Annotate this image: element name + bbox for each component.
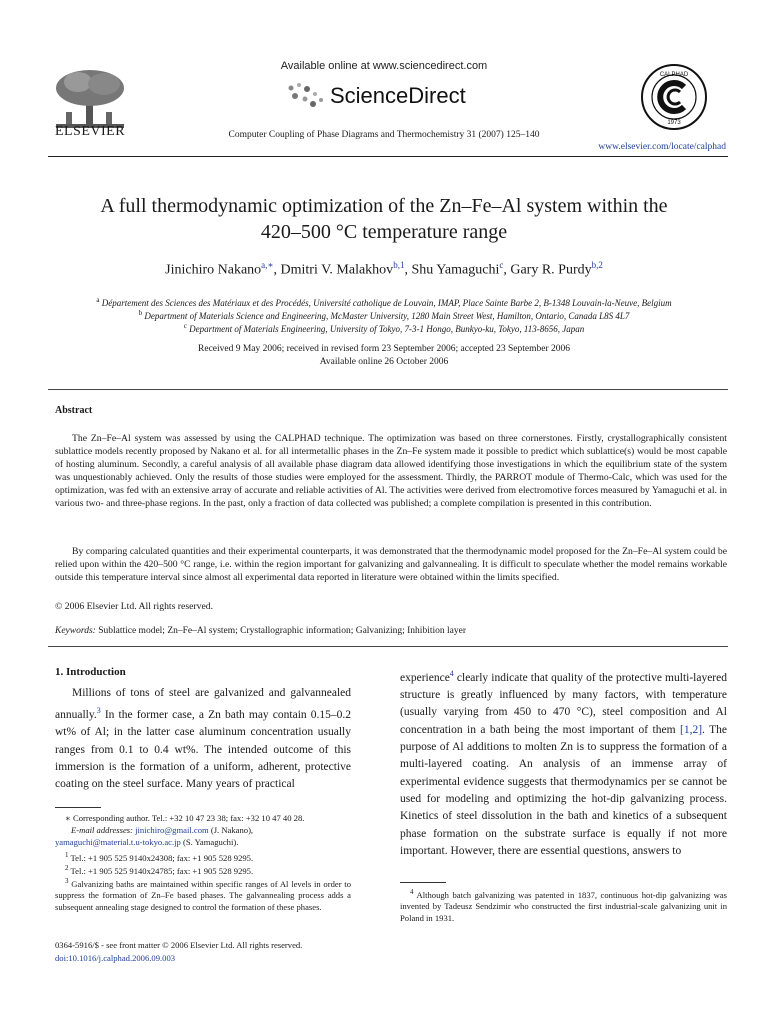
- citation-link[interactable]: [1,2]: [679, 723, 703, 736]
- abstract-paragraph-2: By comparing calculated quantities and their experimental counterparts, it was demonstrated that the thermodynamic model proposed for the Zn–Fe–Al system could be relied upon within the 420–500 °C range, i.e. within the region important for galvanizing and galvannealing. It is difficult to speculate whether the model remains workable outside this temperature interval since almost all experimental data reported in literature were obtained within the limits specified.: [55, 546, 727, 584]
- journal-citation: Computer Coupling of Phase Diagrams and Thermochemistry 31 (2007) 125–140: [228, 130, 540, 140]
- available-online-text: Available online at www.sciencedirect.com: [280, 60, 488, 72]
- author-name[interactable]: Gary R. Purdy: [510, 262, 592, 278]
- footnote-ref-3[interactable]: 3: [96, 706, 101, 716]
- journal-homepage-link[interactable]: www.elsevier.com/locate/calphad: [598, 142, 726, 152]
- sciencedirect-wordmark: ScienceDirect: [330, 83, 466, 108]
- keywords-list: Sublattice model; Zn–Fe–Al system; Crystallographic information; Galvanizing; Inhibition layer: [98, 626, 466, 636]
- abstract-heading: Abstract: [55, 405, 93, 416]
- abstract-bottom-divider: [48, 646, 728, 647]
- affiliation-a: $^a$ Département des Sciences des Matériaux et des Procédés, Université catholique de Louvain, IMAP, Place Sainte Barbe 2, B-1348 Louvain-la-Neuve, Belgium: [96, 296, 672, 308]
- abstract-top-divider: [48, 389, 728, 390]
- email-link[interactable]: yamaguchi@material.t.u-tokyo.ac.jp: [55, 837, 181, 847]
- footnote-divider: [55, 807, 101, 808]
- abstract-paragraph-1: The Zn–Fe–Al system was assessed by using the CALPHAD technique. The optimization was based on three cornerstones. Firstly, crystallographically consistent sublattice models recently proposed by Nakano et al. for all intermetallic phases in the Zn–Fe system made it possible to predict which sublattice(s) would be most capable of hosting aluminum. Secondly, a careful analysis of all available phase diagram data allowed identifying those investigations in which the equilibrium state of the system was unquestionably achieved. Only the results of those studies were employed for the assessment. Thirdly, the PARROT module of Thermo-Calc, which was used for the optimization, was fed with an extensive array of accurate and reliable activities of Al. The activities were derived from electromotive forces measured by Yamaguchi et al. in various two- and three-phase regions. In the past, only a fraction of data collected was published; a complete compilation is presented in this contribution.: [55, 433, 727, 510]
- author-affiliation-mark[interactable]: c: [499, 260, 504, 270]
- author-name[interactable]: Dmitri V. Malakhov: [280, 262, 394, 278]
- article-title: [60, 193, 708, 245]
- author-affiliation-mark[interactable]: a,∗: [261, 260, 274, 270]
- available-online-date: Available online 26 October 2006: [319, 357, 449, 367]
- email-link[interactable]: jinichiro@gmail.com: [135, 825, 209, 835]
- author-list: Jinichiro Nakano$^{a,∗}$, Dmitri V. Malakhov$^{b,1}$, Shu Yamaguchi$^c$, Gary R. Purdy$^{b,2}$: [165, 260, 603, 278]
- keywords-label: Keywords:: [55, 626, 96, 636]
- sciencedirect-dots-icon: [285, 80, 325, 110]
- footnote-emails-2: yamaguchi@material.t.u-tokyo.ac.jp (S. Yamaguchi).: [55, 837, 239, 847]
- body-left-column: Millions of tons of steel are galvanized and galvannealed annually.$^3$ In the former case, a Zn bath may contain 0.15–0.2 wt% of Al; in the latter case aluminum concentration usually ranges from 0.1 to 0.4 wt%. The intended outcome of this immersion is the formation of a uniform, adherent, protective coating on the steel surface. Many years of practical: [55, 687, 351, 791]
- calphad-logo: [640, 63, 708, 131]
- footnote-3: $^3$ Galvanizing baths are maintained within specific ranges of Al levels in order to suppress the formation of Zn–Fe based phases. The galvannealing process adds a subsequent annealing stage designed to control the formation of these phases.: [55, 877, 351, 912]
- footnote-1: $^1$ Tel.: +1 905 525 9140x24308; fax: +1 905 528 9295.: [65, 851, 254, 863]
- title-line-1: A full thermodynamic optimization of the Zn–Fe–Al system within the: [100, 195, 668, 217]
- title-line-2: 420–500 °C temperature range: [260, 221, 508, 243]
- footnote-ref-4[interactable]: 4: [449, 669, 454, 678]
- svg-text:CALPHAD: CALPHAD: [659, 72, 689, 78]
- affiliation-b: $^b$ Department of Materials Science and Engineering, McMaster University, 1280 Main Street West, Hamilton, Ontario, Canada L8S 4L7: [138, 309, 630, 321]
- header-divider: [48, 156, 728, 157]
- keywords: [55, 626, 727, 636]
- abstract-copyright: © 2006 Elsevier Ltd. All rights reserved.: [55, 601, 214, 612]
- footnote-2: $^2$ Tel.: +1 905 525 9140x24785; fax: +1 905 528 9295.: [65, 864, 254, 876]
- author-name[interactable]: Shu Yamaguchi: [411, 262, 500, 278]
- section-heading-introduction: 1. Introduction: [55, 666, 126, 678]
- doi-link[interactable]: doi:10.1016/j.calphad.2006.09.003: [55, 953, 176, 963]
- body-right-column: experience$^4$ clearly indicate that quality of the protective multi-layered structure is greatly influenced by many factors, with temperature (usually varying from 450 to 470 °C), steel composition and Al concentration in a bath being the most important of them [1,2]. The purpose of Al additions to molten Zn is to suppress the formation of a multi-layered coating. An analysis of an immense array of experimental evidence suggests that thermodynamics per se cannot be used for modeling and optimizing the hot-dip galvanizing process. Kinetics of steel dissolution in the bath and kinetics of a subsequent phase formation on the substrate surface is equally if not more important. However, there are essential questions, answers to: [400, 669, 728, 857]
- footer-issn: 0364-5916/$ - see front matter © 2006 Elsevier Ltd. All rights reserved.: [55, 940, 303, 950]
- footnote-4: $^4$ Although batch galvanizing was patented in 1837, continuous hot-dip galvanizing was invented by Tadeusz Sendzimir who constructed the first industrial-scale galvanizing unit in Poland in 1931.: [400, 888, 727, 923]
- author-affiliation-mark[interactable]: b,1: [393, 260, 405, 270]
- author-name[interactable]: Jinichiro Nakano: [165, 262, 262, 278]
- publisher-name: ELSEVIER: [54, 124, 126, 139]
- footnote-emails: E-mail addresses: jinichiro@gmail.com (J. Nakano),: [71, 825, 254, 835]
- affiliation-c: $^c$ Department of Materials Engineering, University of Tokyo, 7-3-1 Hongo, Bunkyo-ku, Tokyo, 113-8656, Japan: [183, 322, 585, 334]
- svg-text:1973: 1973: [667, 120, 681, 126]
- received-dates: Received 9 May 2006; received in revised form 23 September 2006; accepted 23 September 2006: [198, 344, 570, 354]
- footnote-corresponding: ∗ Corresponding author. Tel.: +32 10 47 23 38; fax: +32 10 47 40 28.: [65, 813, 305, 823]
- footnote-divider: [400, 882, 446, 883]
- author-affiliation-mark[interactable]: b,2: [591, 260, 603, 270]
